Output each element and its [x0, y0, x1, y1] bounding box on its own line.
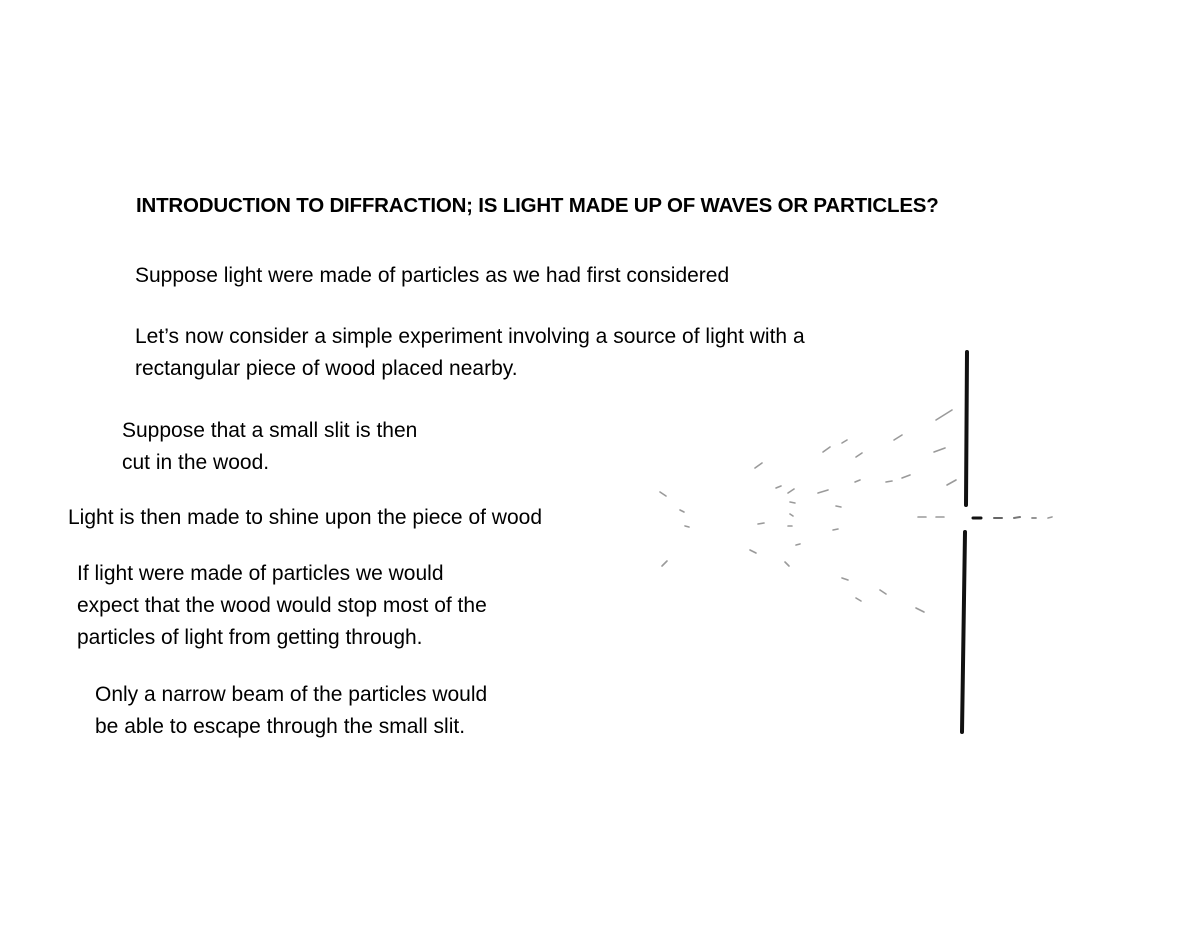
paragraph-slit-cut: Suppose that a small slit is then cut in the wood.: [122, 419, 418, 474]
light-particles: [660, 410, 956, 612]
slide-title: INTRODUCTION TO DIFFRACTION; IS LIGHT MADE UP OF WAVES OR PARTICLES?: [136, 194, 939, 217]
paragraph-particles-assumption: Suppose light were made of particles as we had first considered: [135, 264, 730, 287]
slit-experiment-diagram: [640, 340, 1080, 750]
wood-board-upper: [966, 352, 967, 505]
wood-board-lower: [962, 532, 965, 732]
paragraph-narrow-beam: Only a narrow beam of the particles would be able to escape through the small slit.: [95, 683, 488, 738]
paragraph-light-shine: Light is then made to shine upon the piece of wood: [68, 506, 542, 529]
paragraph-experiment-setup: Let’s now consider a simple experiment involving a source of light with a rectangular piece of wood placed nearby.: [135, 325, 805, 380]
paragraph-wood-stops-particles: If light were made of particles we would expect that the wood would stop most of the particles of light from getting through.: [77, 562, 487, 649]
escaping-beam: [973, 517, 1052, 518]
